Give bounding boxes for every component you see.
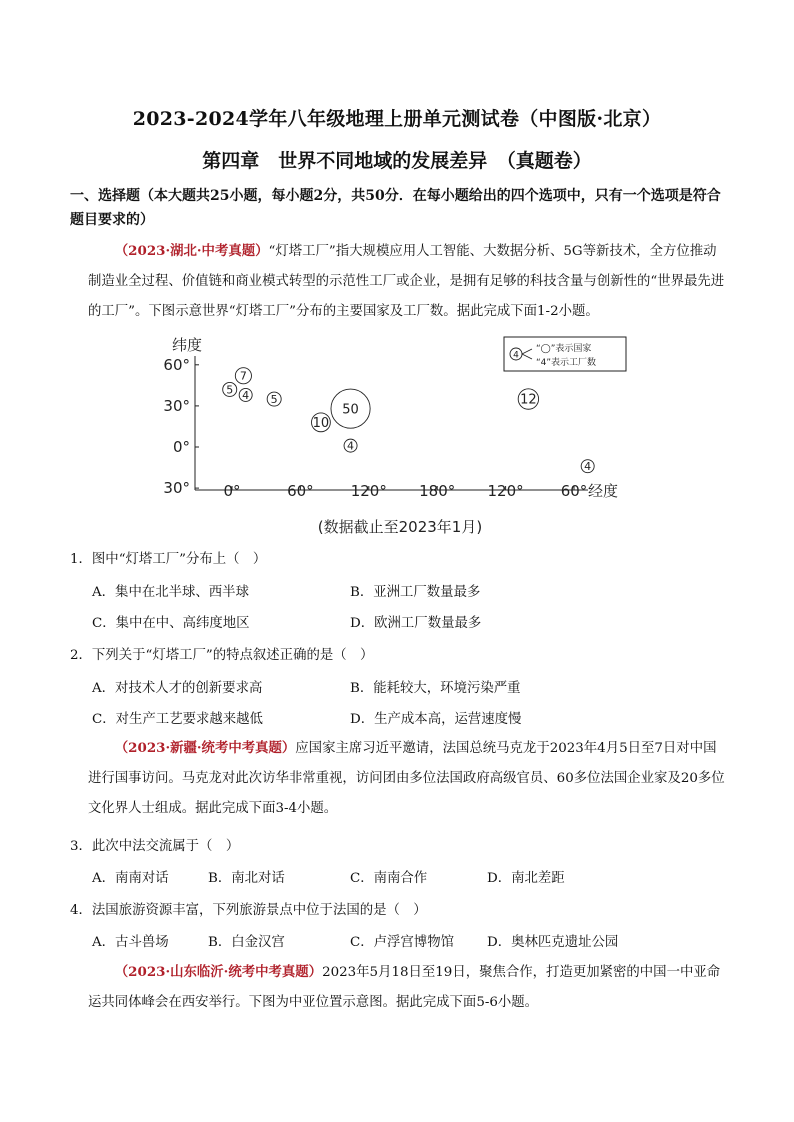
question-3-option-d[interactable]: D．南北差距 — [487, 871, 565, 886]
question-3-option-c[interactable]: C．南南合作 — [350, 871, 428, 886]
factory-count-label: 5 — [270, 393, 278, 407]
x-tick-label: 0° — [223, 482, 241, 500]
y-tick-label: 30° — [163, 396, 190, 415]
question-3-option-b[interactable]: B．南北对话 — [208, 871, 285, 886]
question-1-option-d[interactable]: D．欧洲工厂数量最多 — [350, 616, 482, 631]
legend-count-text: “4”表示工厂数 — [536, 358, 597, 368]
x-tick-label: 60° — [287, 482, 314, 500]
x-ticks — [223, 482, 587, 500]
factory-count-label: 5 — [226, 383, 234, 397]
passage-1 — [88, 236, 728, 327]
factory-count-label: 10 — [312, 416, 330, 432]
question-4-option-d[interactable]: D．奥林匹克遗址公园 — [487, 935, 619, 950]
y-tick-label: 30° — [163, 479, 190, 498]
question-2-option-a[interactable]: A．对技术人才的创新要求高 — [92, 681, 263, 696]
x-tick-label: 120° — [487, 482, 524, 500]
passage-2-source: （2023·新疆·统考中考真题） — [114, 740, 296, 756]
question-1-option-a[interactable]: A．集中在北半球、西半球 — [92, 585, 249, 600]
question-1-option-c[interactable]: C．集中在中、高纬度地区 — [92, 616, 250, 631]
question-2-option-d[interactable]: D．生产成本高，运营速度慢 — [350, 712, 522, 727]
factory-count-label: 7 — [239, 369, 247, 383]
factory-count-label: 4 — [584, 460, 592, 474]
page-title: 2023-2024学年八年级地理上册单元测试卷（中图版·北京） — [132, 108, 662, 130]
passage-1-text: “灯塔工厂”指大规模应用人工智能、大数据分析、5G等新技术，全方位推动制造业全过程、价值链和商业模式转型的示范性工厂或企业，是拥有足够的科技含量与创新性的“世界最先进的工厂”。下图示意世界“灯塔工厂”分布的主要国家及工厂数。据此完成下面1-2小题。 — [88, 244, 725, 319]
passage-3 — [88, 957, 728, 1018]
x-tick-label: 180° — [419, 482, 456, 500]
question-4-option-c[interactable]: C．卢浮宫博物馆 — [350, 935, 454, 950]
chart-caption: (数据截止至2023年1月) — [317, 518, 483, 536]
question-3-option-a[interactable]: A．南南对话 — [92, 871, 169, 886]
question-3-stem: 3．此次中法交流属于（ ） — [70, 839, 240, 854]
section-heading: 一、选择题（本大题共25小题，每小题2分，共50分．在每小题给出的四个选项中，只有一个选项是符合题目要求的） — [70, 188, 721, 228]
x-axis-label: 经度 — [588, 482, 619, 500]
lighthouse-factory-chart — [160, 326, 640, 542]
passage-2-text: 应国家主席习近平邀请，法国总统马克龙于2023年4月5日至7日对中国进行国事访问。马克龙对此次访华非常重视，访问团由多位法国政府高级官员、60多位法国企业家及20多位文化界人士组成。据此完成下面3-4小题。 — [88, 741, 725, 816]
passage-2 — [88, 733, 728, 824]
question-4-option-b[interactable]: B．白金汉宫 — [208, 935, 285, 950]
y-tick-label: 0° — [172, 438, 190, 456]
factory-points — [223, 368, 594, 473]
chart-legend — [504, 337, 626, 371]
x-tick-label: 120° — [350, 482, 387, 500]
y-ticks — [163, 356, 199, 497]
passage-3-source: （2023·山东临沂·统考中考真题） — [114, 964, 323, 980]
passage-3-text: 2023年5月18日至19日，聚焦合作，打造更加紧密的中国一中亚命运共同体峰会在西安举行。下图为中亚位置示意图。据此完成下面5-6小题。 — [88, 965, 721, 1010]
question-1-option-b[interactable]: B．亚洲工厂数量最多 — [350, 585, 481, 600]
y-axis-label: 纬度 — [172, 336, 203, 354]
factory-count-label: 4 — [347, 439, 355, 453]
question-2-option-c[interactable]: C．对生产工艺要求越来越低 — [92, 712, 263, 727]
chapter-subtitle: 第四章 世界不同地域的发展差异 （真题卷） — [202, 150, 592, 172]
legend-symbol-text: “◯”表示国家 — [536, 344, 592, 354]
factory-count-label: 12 — [520, 392, 537, 408]
legend-sample-count: 4 — [513, 350, 519, 361]
question-1-stem: 1．图中“灯塔工厂”分布上（ ） — [70, 552, 267, 567]
factory-count-label: 50 — [342, 402, 359, 418]
passage-1-source: （2023·湖北·中考真题） — [114, 243, 269, 259]
factory-count-label: 4 — [242, 388, 250, 402]
question-2-option-b[interactable]: B．能耗较大，环境污染严重 — [350, 681, 521, 696]
question-2-stem: 2．下列关于“灯塔工厂”的特点叙述正确的是（ ） — [70, 648, 374, 663]
question-4-option-a[interactable]: A．古斗兽场 — [92, 935, 169, 950]
question-4-stem: 4．法国旅游资源丰富，下列旅游景点中位于法国的是（ ） — [70, 903, 427, 918]
y-tick-label: 60° — [163, 355, 190, 374]
x-tick-label: 60° — [560, 482, 588, 500]
